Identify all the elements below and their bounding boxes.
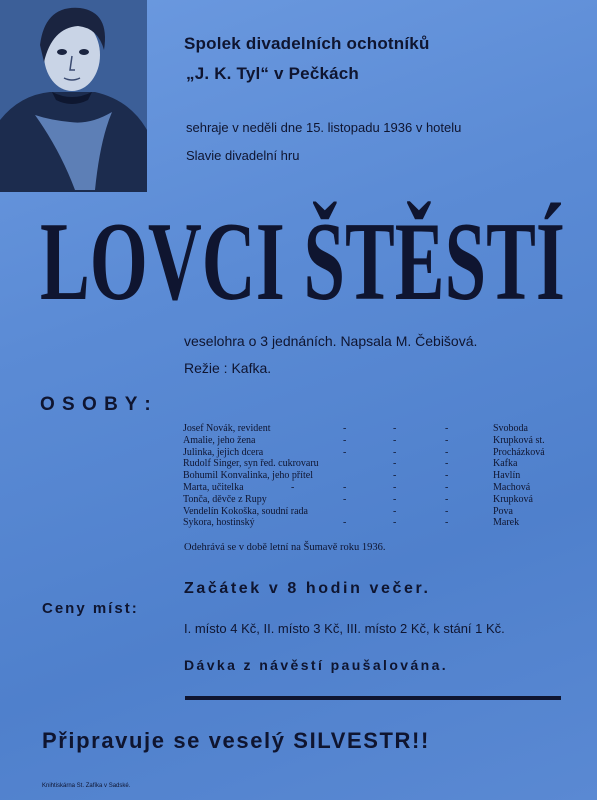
cast-role: Bohumil Konvalinka, jeho přítel — [183, 470, 313, 482]
prices-heading: Ceny míst: — [42, 600, 139, 617]
performance-venue: Slavie divadelní hru — [186, 148, 300, 163]
upcoming-announcement: Připravuje se veselý SILVESTR!! — [42, 728, 430, 753]
cast-actor: Kafka — [493, 458, 518, 470]
play-title-text: LOVCI ŠTĚSTÍ — [40, 200, 565, 314]
cast-role: Tonča, děvče z Rupy — [183, 493, 267, 505]
ticket-prices: I. místo 4 Kč, II. místo 3 Kč, III. místo 2 Kč, k stání 1 Kč. — [184, 621, 505, 636]
printer-credit: Knihtiskárna St. Zafíka v Sadské. — [42, 783, 131, 789]
cast-actor: Svoboda — [493, 423, 528, 434]
play-subtitle: veselohra o 3 jednáních. Napsala M. Čebišová. — [184, 333, 478, 349]
poster-tax-note: Dávka z návěstí paušalována. — [184, 657, 449, 673]
cast-row: Rudolf Singer, syn řed. cukrovaru - - Kafka — [183, 458, 518, 470]
cast-row: Amalie, jeho žena - - - Krupková st. — [183, 434, 545, 446]
cast-row: Vendelín Kokoška, soudní rada - - Pova — [183, 505, 513, 517]
cast-role: Vendelín Kokoška, soudní rada — [183, 505, 308, 517]
cast-actor: Machová — [493, 481, 531, 493]
cast-row: Bohumil Konvalinka, jeho přítel - - Havlín — [183, 470, 521, 482]
cast-role: Rudolf Singer, syn řed. cukrovaru — [183, 458, 319, 470]
cast-role: Julinka, jejich dcera — [183, 446, 264, 458]
cast-role: Josef Novák, revident — [183, 423, 271, 434]
setting-note: Odehrává se v době letní na Šumavě roku 1936. — [184, 542, 386, 553]
cast-actor: Procházková — [493, 446, 545, 458]
cast-row: Julinka, jejich dcera - - - Procházková — [183, 446, 545, 458]
performance-date: sehraje v neděli dne 15. listopadu 1936 v hotelu — [186, 120, 462, 135]
cast-row: Marta, učitelka - - - - Machová — [183, 481, 531, 493]
start-time: Začátek v 8 hodin večer. — [184, 580, 431, 597]
cast-role: Marta, učitelka — [183, 481, 244, 493]
cast-actor: Havlín — [493, 470, 521, 482]
divider-rule — [185, 696, 561, 700]
cast-role: Sykora, hostinský — [183, 517, 255, 529]
cast-actor: Krupková st. — [493, 434, 545, 446]
cast-row: Tonča, děvče z Rupy - - - Krupková — [183, 493, 533, 505]
society-subtitle: „J. K. Tyl“ v Pečkách — [186, 64, 360, 83]
cast-actor: Marek — [493, 517, 520, 529]
cast-actor: Pova — [493, 505, 513, 517]
cast-row: Sykora, hostinský - - - Marek — [183, 517, 520, 529]
cast-list — [183, 423, 573, 529]
cast-heading: O S O B Y : — [40, 394, 152, 415]
director: Režie : Kafka. — [184, 360, 272, 376]
play-title — [40, 196, 565, 314]
portrait-engraving — [0, 0, 147, 192]
portrait-image — [0, 0, 147, 192]
cast-actor: Krupková — [493, 493, 533, 505]
cast-row: Josef Novák, revident - - - Svoboda — [183, 423, 528, 434]
cast-role: Amalie, jeho žena — [183, 434, 256, 446]
society-name: Spolek divadelních ochotníků — [184, 34, 430, 53]
